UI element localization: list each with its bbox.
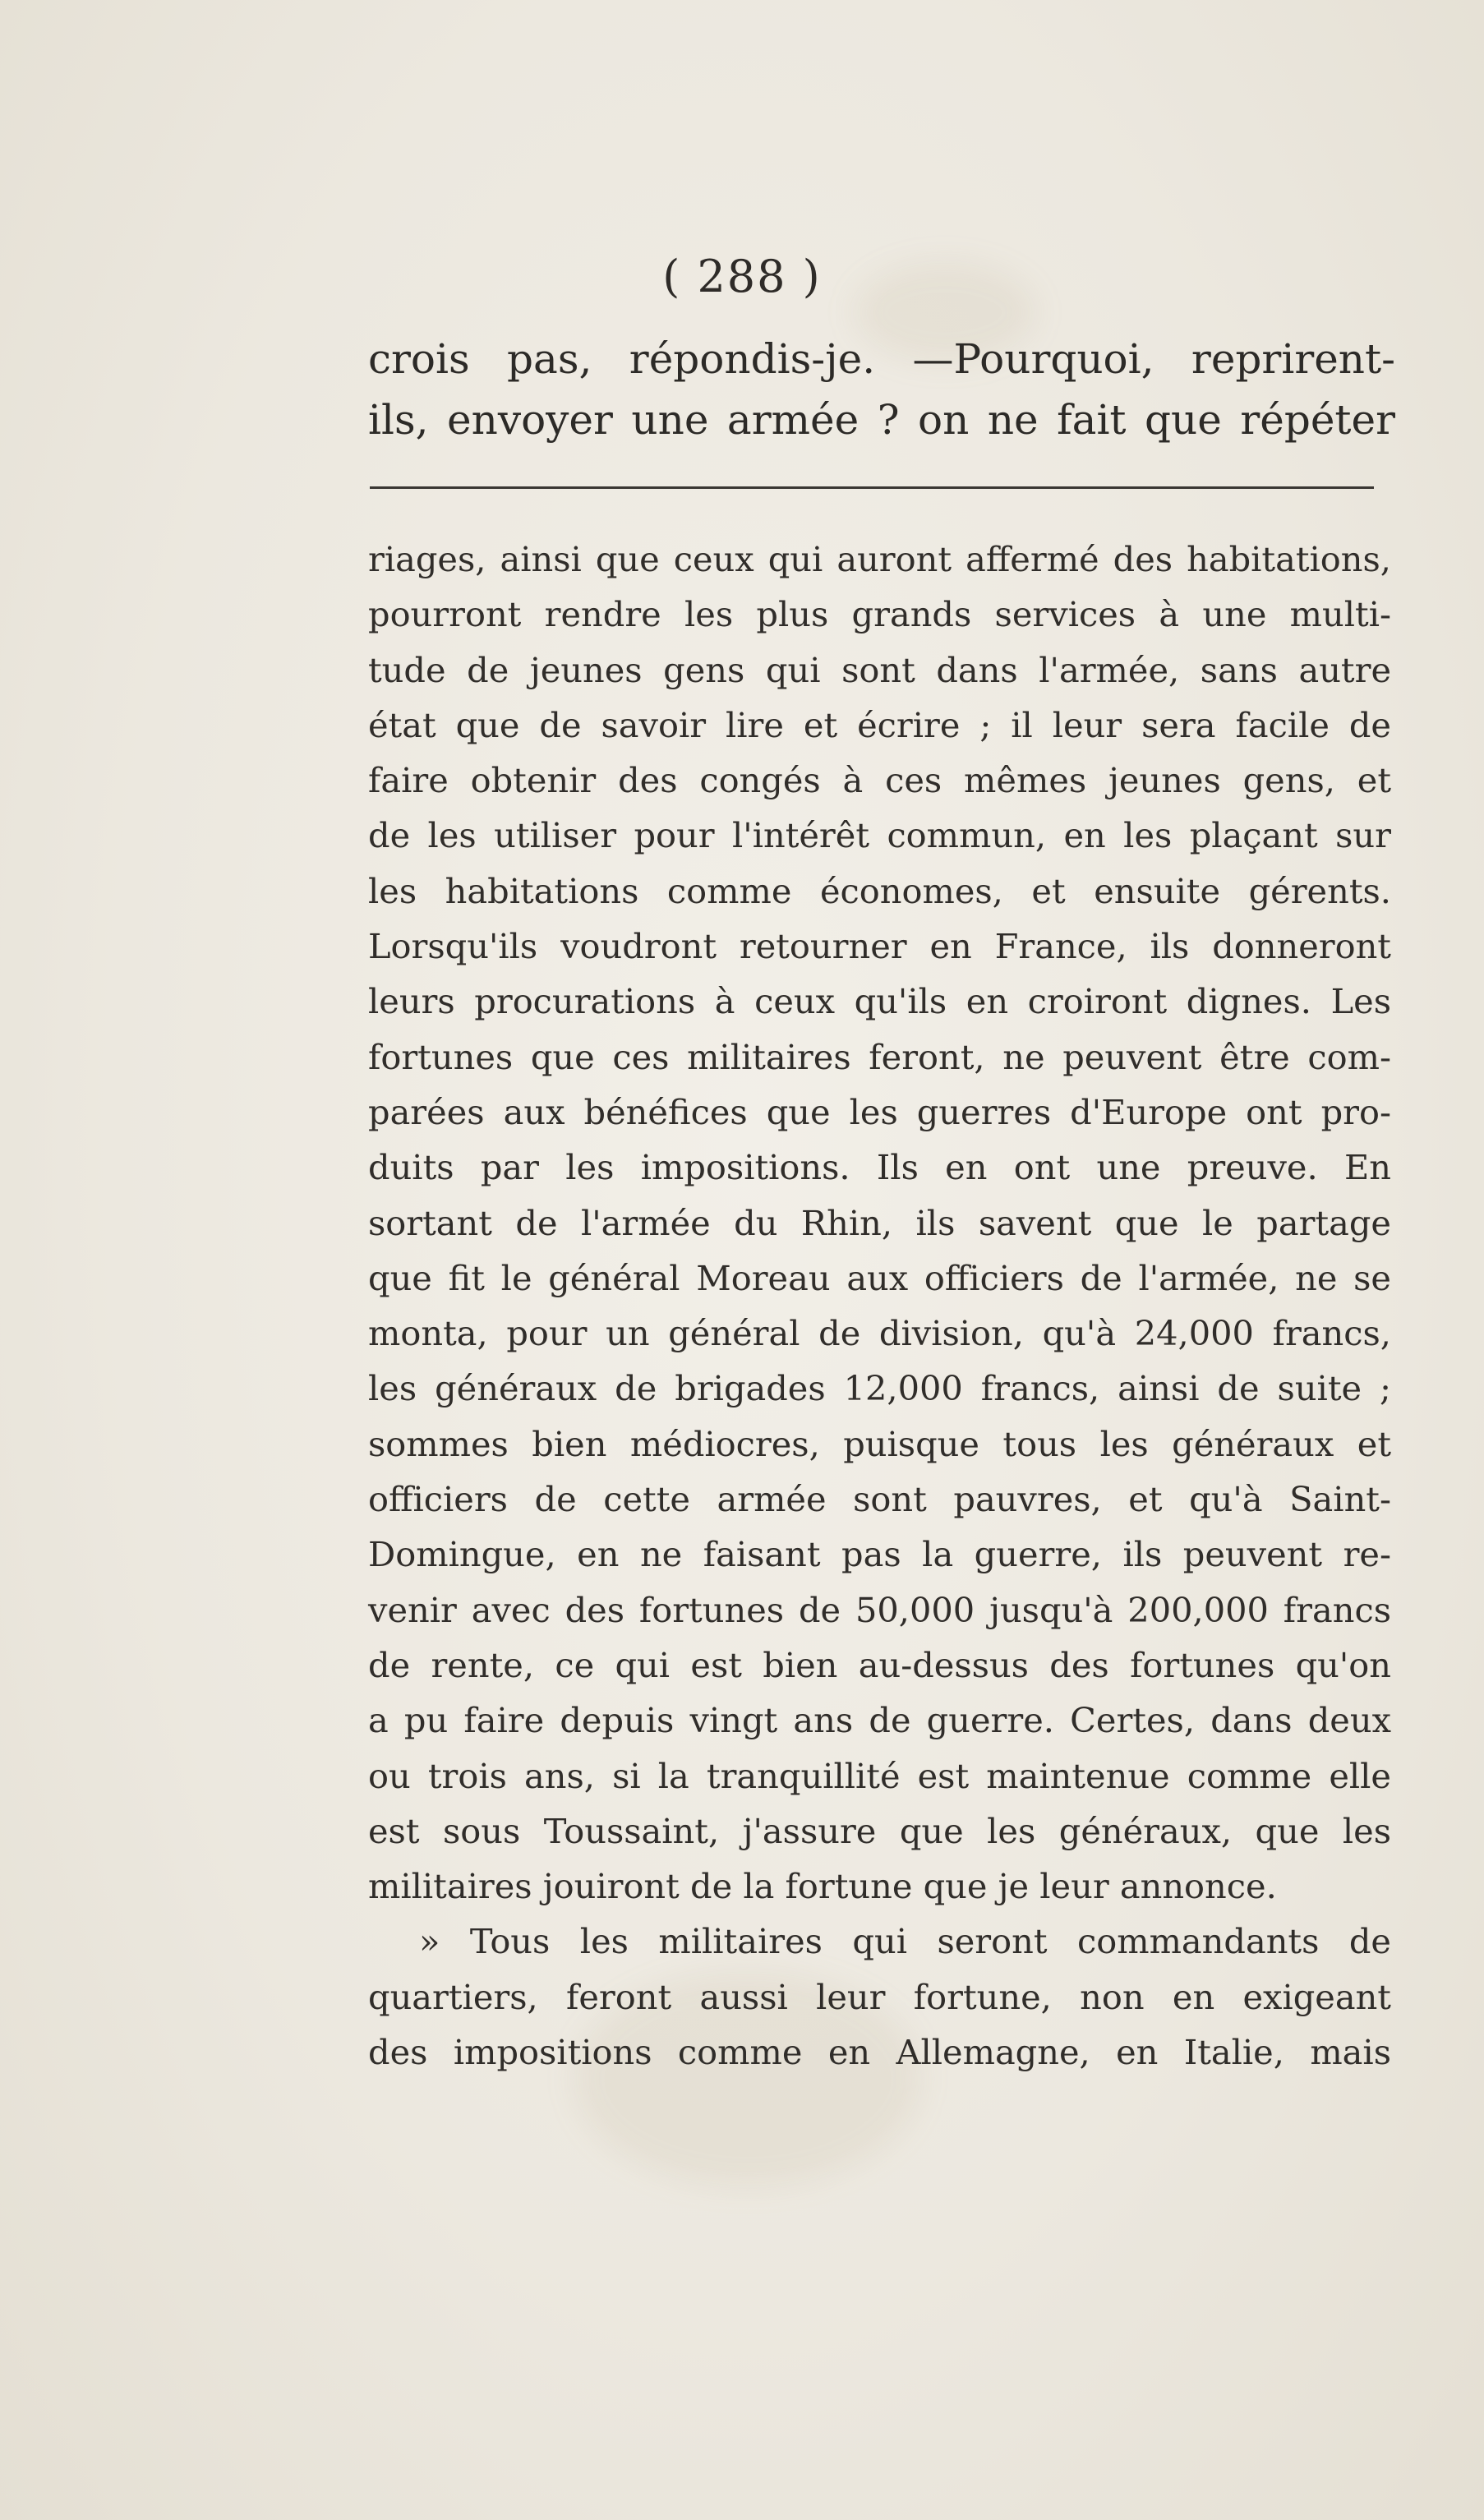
text-line: ils, envoyer une armée ? on ne fait que répéter [368,396,1395,444]
text-line: venir avec des fortunes de 50,000 jusqu'à 200,000 francs [368,1589,1391,1630]
text-line: militaires jouiront de la fortune que je leur annonce. [368,1866,1277,1907]
text-line: riages, ainsi que ceux qui auront affermé des habitations, [368,539,1391,579]
page-number: ( 288 ) [662,251,822,302]
text-line: Lorsqu'ils voudront retourner en France, ils donneront [368,926,1391,967]
text-line: des impositions comme en Allemagne, en Italie, mais [368,2032,1391,2073]
text-line: duits par les impositions. Ils en ont une preuve. En [368,1147,1391,1188]
text-line: pourront rendre les plus grands services à une multi- [368,594,1391,635]
text-line: leurs procurations à ceux qu'ils en croiront dignes. Les [368,981,1391,1022]
text-line: est sous Toussaint, j'assure que les généraux, que les [368,1810,1391,1851]
text-line: état que de savoir lire et écrire ; il leur sera facile de [368,704,1391,745]
text-line: sortant de l'armée du Rhin, ils savent que le partage [368,1202,1391,1243]
text-line: faire obtenir des congés à ces mêmes jeunes gens, et [368,760,1391,801]
text-line: ou trois ans, si la tranquillité est maintenue comme elle [368,1755,1391,1796]
text-line: de les utiliser pour l'intérêt commun, en les plaçant sur [368,815,1391,856]
text-line: les généraux de brigades 12,000 francs, ainsi de suite ; [368,1368,1391,1409]
text-line: fortunes que ces militaires feront, ne peuvent être com- [368,1036,1391,1077]
text-line: officiers de cette armée sont pauvres, et qu'à Saint- [368,1479,1391,1520]
main-text [368,329,1395,450]
footnote-text [368,532,1391,2080]
text-line: quartiers, feront aussi leur fortune, non en exigeant [368,1976,1391,2017]
text-line: parées aux bénéfices que les guerres d'Europe ont pro- [368,1091,1391,1132]
text-line: tude de jeunes gens qui sont dans l'armée, sans autre [368,649,1391,690]
text-line: de rente, ce qui est bien au-dessus des fortunes qu'on [368,1644,1391,1685]
text-line: sommes bien médiocres, puisque tous les généraux et [368,1423,1391,1464]
text-line: les habitations comme économes, et ensuite gérents. [368,870,1391,911]
text-line: Domingue, en ne faisant pas la guerre, ils peuvent re- [368,1534,1391,1575]
text-line: crois pas, répondis-je. —Pourquoi, reprirent- [368,335,1395,383]
text-line: » Tous les militaires qui seront commandants de [419,1921,1391,1962]
footnote-divider [370,486,1374,489]
text-line: monta, pour un général de division, qu'à 24,000 francs, [368,1313,1391,1354]
text-line: a pu faire depuis vingt ans de guerre. Certes, dans deux [368,1700,1391,1741]
text-line: que fit le général Moreau aux officiers de l'armée, ne se [368,1257,1391,1298]
